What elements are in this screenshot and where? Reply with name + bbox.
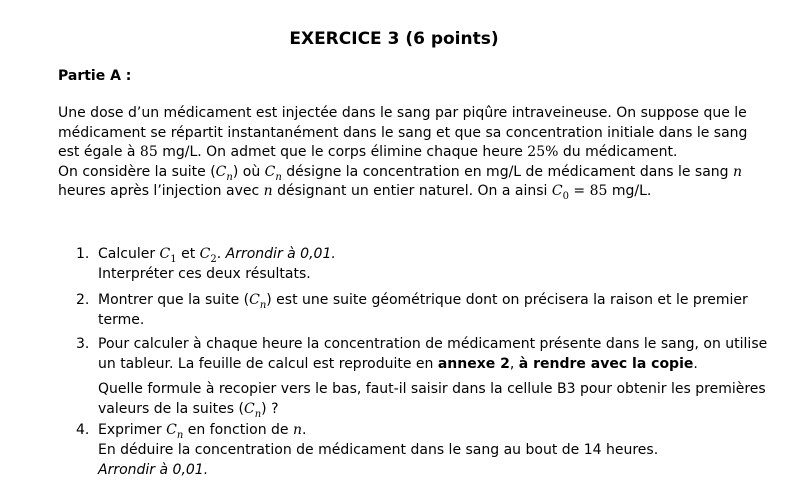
intro-text: mg/L. <box>607 183 652 199</box>
math-subscript: n <box>176 429 184 441</box>
intro-paragraph <box>58 104 748 202</box>
annex-reference: annexe 2 <box>437 356 510 372</box>
question-line <box>98 460 728 480</box>
math-symbol: C <box>215 163 227 180</box>
math-subscript: 1 <box>170 253 177 265</box>
question-line: En déduire la concentration de médicament dans le sang au bout de 14 heures. <box>98 442 659 458</box>
question-body <box>98 420 728 480</box>
math-symbol: C <box>249 292 260 308</box>
question-text: un tableur. La feuille de calcul est reproduite en <box>98 356 438 372</box>
math-symbol: n <box>732 163 743 180</box>
exercise-title: EXERCICE 3 (6 points) <box>289 29 499 49</box>
question-text: ) est une suite géométrique dont on précisera la raison et le premier <box>266 292 748 308</box>
question-number: 4. <box>76 422 90 438</box>
question-body <box>98 334 768 420</box>
question-number: 2. <box>76 292 90 308</box>
question-body <box>98 290 748 330</box>
math-subscript: n <box>259 299 267 311</box>
intro-text: désigne la concentration en mg/L de médicament dans le sang <box>281 163 733 180</box>
math-symbol: n <box>263 183 273 199</box>
question-text: Calculer <box>98 246 160 262</box>
question-line <box>98 399 728 419</box>
math-subscript: n <box>254 408 262 420</box>
question-line: terme. <box>98 312 145 328</box>
question-text: valeurs de la suites ( <box>98 401 244 417</box>
rounding-instruction: Arrondir à 0,01. <box>98 462 209 478</box>
intro-text: désignant un entier naturel. On a ainsi <box>272 183 552 199</box>
intro-line-4 <box>58 163 743 183</box>
question-text: . <box>302 422 307 438</box>
question-line: Interpréter ces deux résultats. <box>98 266 311 282</box>
math-value: 85 <box>139 144 158 160</box>
math-symbol: C <box>264 163 276 180</box>
math-symbol: C <box>166 422 177 438</box>
math-symbol: C <box>159 246 171 262</box>
intro-line-2: médicament se répartit instantanément dans le sang et que sa concentration initiale dans le sang <box>58 124 748 141</box>
intro-text: mg/L. On admet que le corps élimine chaque heure <box>157 144 528 160</box>
question-line: Pour calculer à chaque heure la concentration de médicament présente dans le sang, on utilise <box>98 336 768 352</box>
math-symbol: n <box>292 422 302 438</box>
question-text: , <box>509 356 519 372</box>
return-instruction: à rendre avec la copie <box>518 356 694 372</box>
intro-text: ) où <box>232 163 265 180</box>
math-value: = 85 <box>568 183 608 199</box>
question-line: Quelle formule à recopier vers le bas, faut-il saisir dans la cellule B3 pour obtenir les premières <box>98 381 766 397</box>
question-text: Exprimer <box>98 422 167 438</box>
intro-text: On considère la suite ( <box>58 163 216 180</box>
question-body <box>98 244 728 284</box>
intro-line-1: Une dose d’un médicament est injectée dans le sang par piqûre intraveineuse. On suppose que le <box>58 105 747 121</box>
intro-text: heures après l’injection avec <box>58 183 264 199</box>
question-number: 1. <box>76 246 90 262</box>
math-symbol: C <box>243 401 255 417</box>
question-line <box>98 244 728 264</box>
question-text: Montrer que la suite ( <box>98 292 250 308</box>
question-line <box>98 290 748 311</box>
math-subscript: n <box>275 171 282 183</box>
question-text: . <box>216 246 226 262</box>
question-text: en fonction de <box>183 422 293 438</box>
intro-text: est égale à <box>58 144 140 160</box>
intro-text: du médicament. <box>558 144 678 160</box>
intro-line-5 <box>58 182 738 202</box>
math-subscript: 2 <box>210 253 217 265</box>
part-label: Partie A : <box>58 68 132 84</box>
math-symbol: C <box>551 183 563 199</box>
question-number: 3. <box>76 336 90 352</box>
question-line <box>98 420 728 440</box>
math-subscript: n <box>226 171 233 183</box>
question-text: et <box>176 246 200 262</box>
question-line <box>98 354 728 374</box>
math-subscript: 0 <box>562 190 569 202</box>
intro-line-3 <box>58 143 738 163</box>
question-text: ) ? <box>261 401 279 417</box>
math-percent: 25% <box>527 144 559 160</box>
math-symbol: C <box>199 246 211 262</box>
question-text: . <box>693 356 698 372</box>
rounding-instruction: Arrondir à 0,01. <box>225 246 336 262</box>
